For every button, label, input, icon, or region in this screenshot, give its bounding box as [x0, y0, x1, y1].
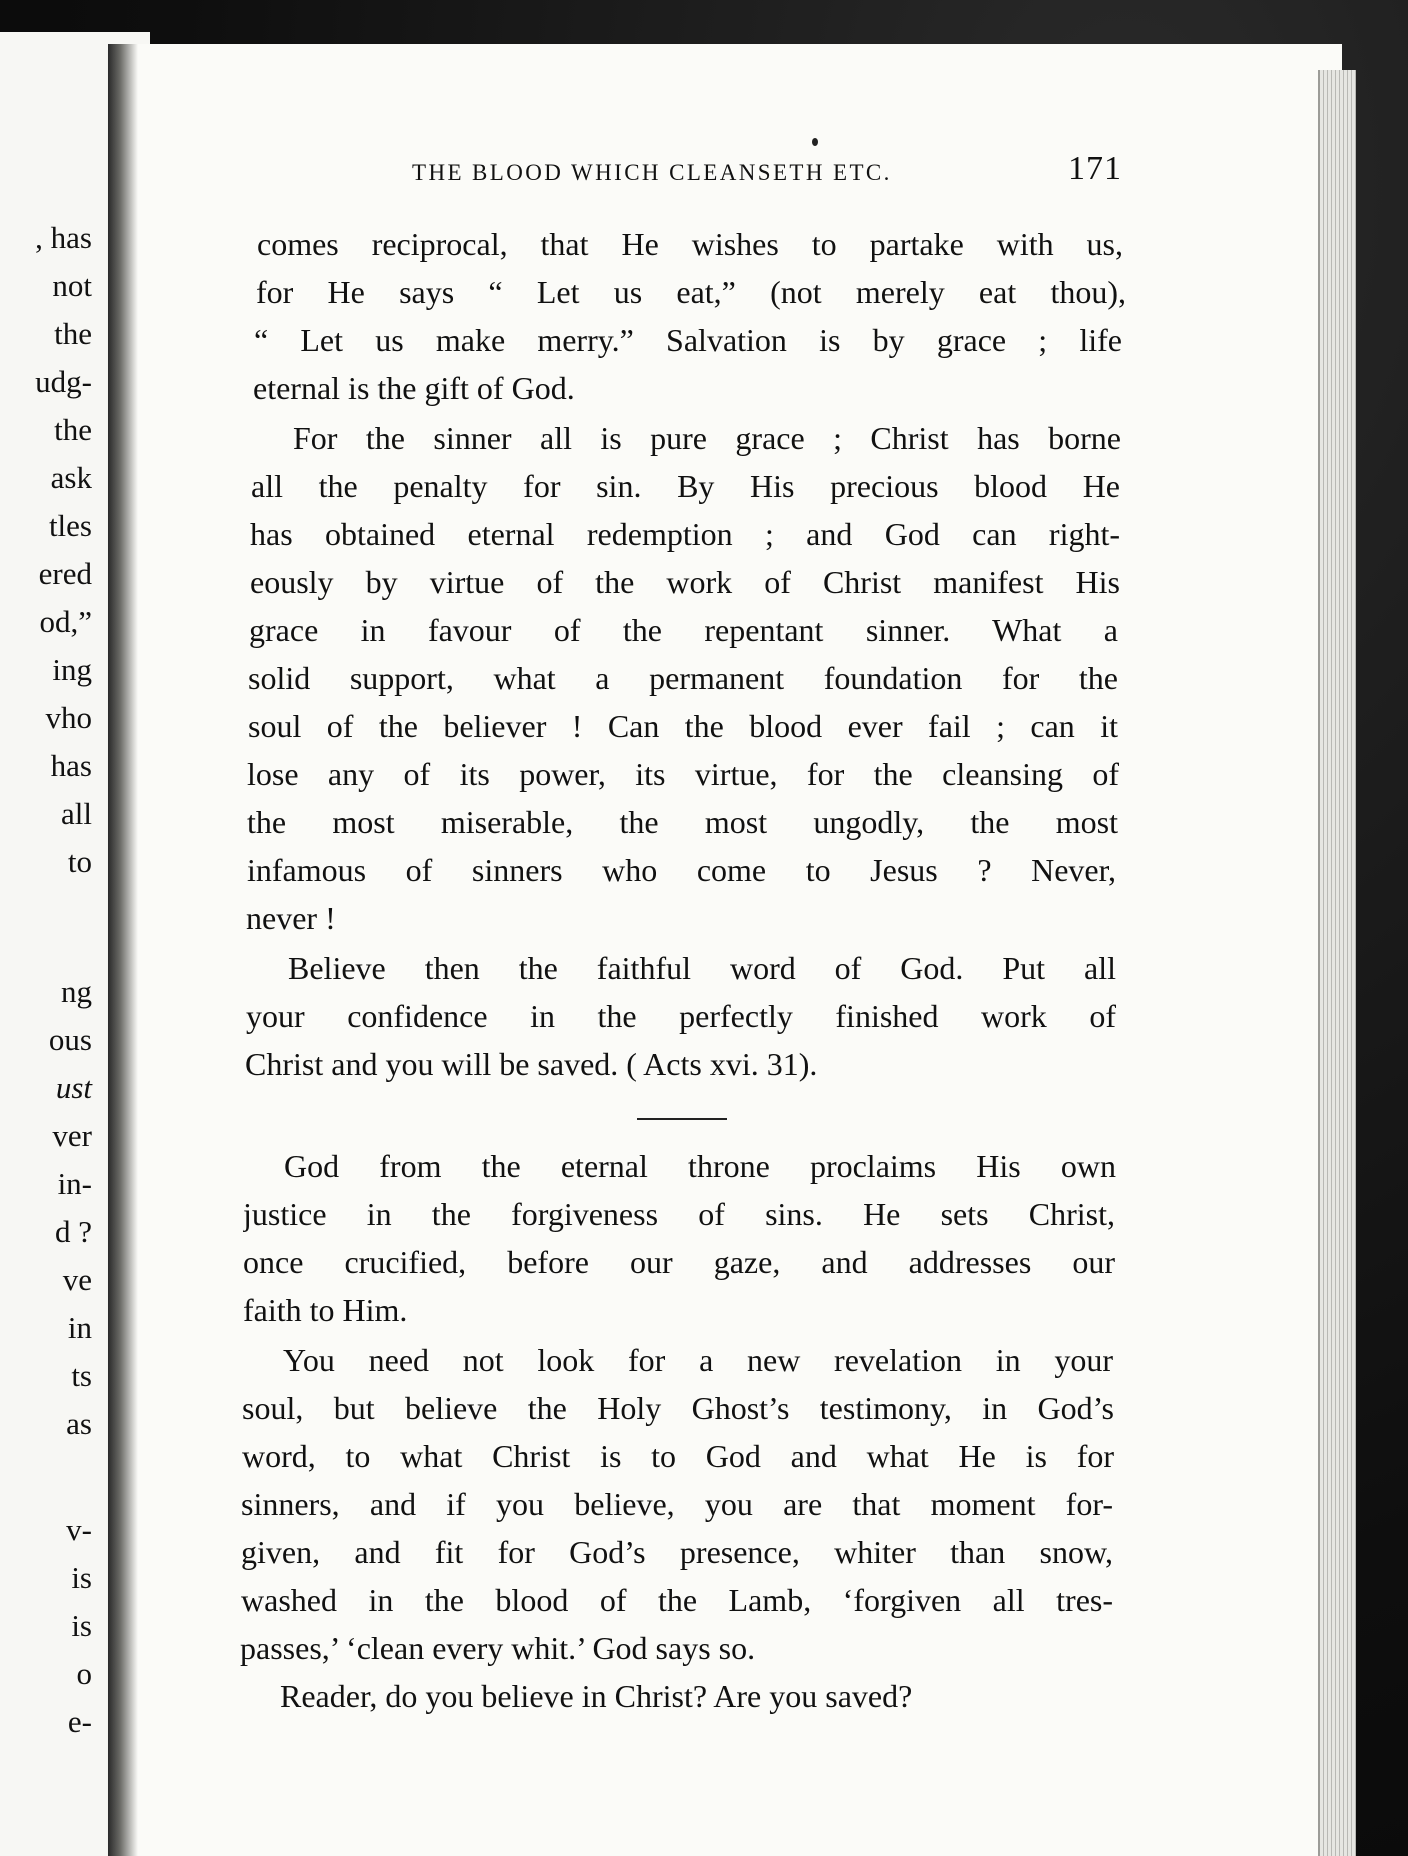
body-text-line: your confidence in the perfectly finished work of [246, 1000, 1116, 1034]
section-divider [637, 1118, 727, 1120]
body-text-line: For the sinner all is pure grace ; Christ has borne [293, 422, 1121, 456]
body-text-line: lose any of its power, its virtue, for the cleansing of [247, 758, 1119, 792]
body-text-line: comes reciprocal, that He wishes to partake with us, [257, 228, 1123, 262]
left-page-line: d ? [54, 1214, 92, 1249]
left-page-line: is [71, 1560, 92, 1595]
body-text-line: solid support, what a permanent foundation for the [248, 662, 1118, 696]
page-stack-edge [1318, 70, 1356, 1856]
left-page-line: o [76, 1656, 92, 1691]
body-text-line: Reader, do you believe in Christ? Are you saved? [280, 1678, 913, 1714]
body-text-line: “ Let us make merry.” Salvation is by grace ; life [254, 324, 1122, 358]
left-page-line: ve [62, 1262, 92, 1297]
body-text-line: You need not look for a new revelation in your [283, 1344, 1113, 1378]
page-number: 171 [1068, 150, 1122, 187]
body-text-line: soul of the believer ! Can the blood ever fail ; can it [248, 710, 1118, 744]
body-text-line: soul, but believe the Holy Ghost’s testimony, in God’s [242, 1392, 1114, 1426]
left-page-line: in- [57, 1166, 92, 1201]
left-page-line: all [61, 796, 92, 831]
body-text-line: once crucified, before our gaze, and addresses our [243, 1246, 1115, 1280]
left-page-line: tles [48, 508, 92, 543]
body-text-line: Believe then the faithful word of God. Put all [288, 952, 1116, 986]
left-page-line: udg- [35, 364, 92, 399]
left-page-line: to [67, 844, 92, 879]
body-text-line: eously by virtue of the work of Christ manifest His [250, 566, 1120, 600]
body-text-line: given, and fit for God’s presence, whiter than snow, [241, 1536, 1113, 1570]
body-text-line: faith to Him. [243, 1292, 408, 1328]
body-text-line: washed in the blood of the Lamb, ‘forgiven all tres- [241, 1584, 1113, 1618]
left-page-line: as [66, 1406, 92, 1441]
body-text-line: grace in favour of the repentant sinner. What a [249, 614, 1118, 648]
left-page-line: is [71, 1608, 92, 1643]
left-page-line: ng [61, 974, 92, 1009]
body-text-line: has obtained eternal redemption ; and God can right- [250, 518, 1120, 552]
left-page-line: the [54, 316, 92, 351]
left-page-line: ing [52, 652, 92, 687]
body-text-line: eternal is the gift of God. [253, 370, 575, 406]
body-text-line: God from the eternal throne proclaims His own [284, 1150, 1116, 1184]
page-spine-shadow [108, 44, 138, 1856]
body-text-line: passes,’ ‘clean every whit.’ God says so. [240, 1630, 756, 1666]
body-text-line: Christ and you will be saved. ( Acts xvi. 31). [245, 1046, 818, 1082]
left-page-line: ask [50, 460, 92, 495]
left-page-line: ered [38, 556, 92, 591]
body-text-line: all the penalty for sin. By His precious blood He [251, 470, 1120, 504]
body-text-line: the most miserable, the most ungodly, the most [247, 806, 1118, 840]
running-head: THE BLOOD WHICH CLEANSETH ETC. [412, 160, 892, 185]
left-page-line: not [52, 268, 92, 303]
left-page-line: vho [45, 700, 92, 735]
left-page-line: the [54, 412, 92, 447]
left-page-line: v- [66, 1512, 92, 1547]
body-text-line: justice in the forgiveness of sins. He sets Christ, [243, 1198, 1115, 1232]
body-text-line: infamous of sinners who come to Jesus ? Never, [247, 854, 1116, 888]
body-text-line: never ! [246, 900, 336, 936]
left-page-line: in [67, 1310, 92, 1345]
left-page-line: ts [71, 1358, 92, 1393]
left-page-line: ust [55, 1070, 92, 1105]
body-text-line: for He says “ Let us eat,” (not merely eat thou), [256, 276, 1126, 310]
left-page-line: ous [48, 1022, 92, 1057]
body-text-line: word, to what Christ is to God and what He is for [242, 1440, 1114, 1474]
left-page-line: , has [35, 220, 92, 255]
left-page-line: e- [67, 1704, 92, 1739]
body-text-line: sinners, and if you believe, you are that moment for- [241, 1488, 1113, 1522]
ink-speck [812, 138, 818, 146]
left-page-line: od,” [39, 604, 92, 639]
left-page-line: ver [52, 1118, 92, 1153]
left-page-line: has [50, 748, 92, 783]
